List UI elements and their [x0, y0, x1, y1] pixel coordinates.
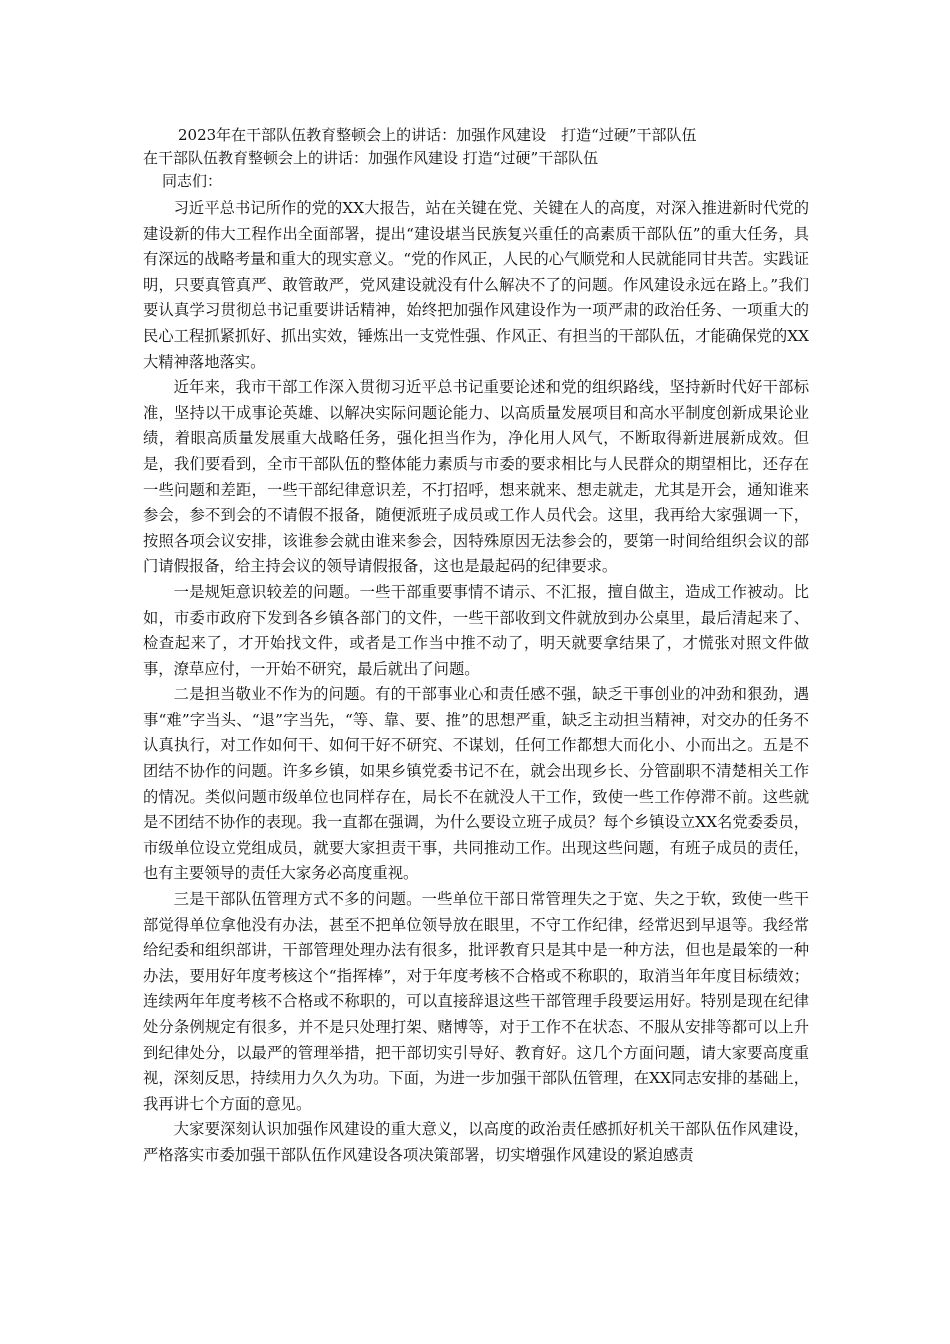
paragraph: 一是规矩意识较差的问题。一些干部重要事情不请示、不汇报，擅自做主，造成工作被动。比如，市委市政府下发到各乡镇各部门的文件，一些干部收到文件就放到办公桌里，最后清起来了、检查起来了，才开始找文件，或者是工作当中推不动了，明天就要拿结果了，才慌张对照文件做事，潦草应付，一开始不研究，最后就出了问题。: [143, 582, 809, 678]
paragraph: 习近平总书记所作的党的XX大报告，站在关键在党、关键在人的高度，对深入推进新时代党的建设新的伟大工程作出全面部署，提出“建设堪当民族复兴重任的高素质干部队伍”的重大任务，具有深远的战略考量和重大的现实意义。“党的作风正，人民的心气顺党和人民就能同甘共苦。实践证明，只要真管真严、敢管敢严，党风建设就没有什么解决不了的问题。作风建设永远在路上。”我们要认真学习贯彻总书记重要讲话精神，始终把加强作风建设作为一项严肃的政治任务、一项重大的民心工程抓紧抓好、抓出实效，锤炼出一支党性强、作风正、有担当的干部队伍，才能确保党的XX大精神落地落实。: [143, 199, 809, 371]
paragraph: 近年来，我市干部工作深入贯彻习近平总书记重要论述和党的组织路线，坚持新时代好干部标准，坚持以干成事论英雄、以解决实际问题论能力、以高质量发展项目和高水平制度创新成果论业绩，着眼高质量发展重大战略任务，强化担当作为，净化用人风气，不断取得新进展新成效。但是，我们要看到，全市干部队伍的整体能力素质与市委的要求相比与人民群众的期望相比，还存在一些问题和差距，一些干部纪律意识差，不打招呼，想来就来、想走就走，尤其是开会，通知谁来参会，参不到会的不请假不报备，随便派班子成员或工作人员代会。这里，我再给大家强调一下，按照各项会议安排，该谁参会就由谁来参会，因特殊原因无法参会的，要第一时间给组织会议的部门请假报备，给主持会议的领导请假报备，这也是最起码的纪律要求。: [143, 378, 809, 576]
document-subtitle: 在干部队伍教育整顿会上的讲话：加强作风建设 打造“过硬”干部队伍: [143, 149, 599, 167]
paragraph: 大家要深刻认识加强作风建设的重大意义，以高度的政治责任感抓好机关干部队伍作风建设，严格落实市委加强干部队伍作风建设各项决策部署，切实增强作风建设的紧迫感责: [143, 1120, 809, 1164]
salutation: 同志们：: [162, 172, 223, 190]
paragraph: 二是担当敬业不作为的问题。有的干部事业心和责任感不强，缺乏干事创业的冲劲和狠劲，遇事“难”字当头、“退”字当先，“等、靠、要、推”的思想严重，缺乏主动担当精神，对交办的任务不认真执行，对工作如何干、如何干好不研究、不谋划，任何工作都想大而化小、小而出之。五是不团结不协作的问题。许多乡镇，如果乡镇党委书记不在，就会出现乡长、分管副职不清楚相关工作的情况。类似问题市级单位也同样存在，局长不在就没人干工作，致使一些工作停滞不前。这些就是不团结不协作的表现。我一直都在强调，为什么要设立班子成员？每个乡镇设立XX名党委委员，市级单位设立党组成员，就要大家担责干事，共同推动工作。出现这些问题，有班子成员的责任，也有主要领导的责任大家务必高度重视。: [143, 685, 809, 883]
document-title: 2023年在干部队伍教育整顿会上的讲话：加强作风建设 打造“过硬”干部队伍: [178, 126, 697, 144]
paragraph: 三是干部队伍管理方式不多的问题。一些单位干部日常管理失之于宽、失之于软，致使一些干部觉得单位拿他没有办法，甚至不把单位领导放在眼里，不守工作纪律，经常迟到早退等。我经常给纪委和组织部讲，干部管理处理办法有很多，批评教育只是其中是一种方法，但也是最笨的一种办法，要用好年度考核这个“指挥棒”，对于年度考核不合格或不称职的，取消当年年度目标绩效；连续两年年度考核不合格或不称职的，可以直接辞退这些干部管理手段要运用好。特别是现在纪律处分条例规定有很多，并不是只处理打架、赌博等，对于工作不在状态、不服从安排等都可以上升到纪律处分，以最严的管理举措，把干部切实引导好、教育好。这几个方面问题，请大家要高度重视，深刻反思，持续用力久久为功。下面，为进一步加强干部队伍管理，在XX同志安排的基础上，我再讲七个方面的意见。: [143, 890, 809, 1113]
document-page: [143, 124, 809, 1169]
